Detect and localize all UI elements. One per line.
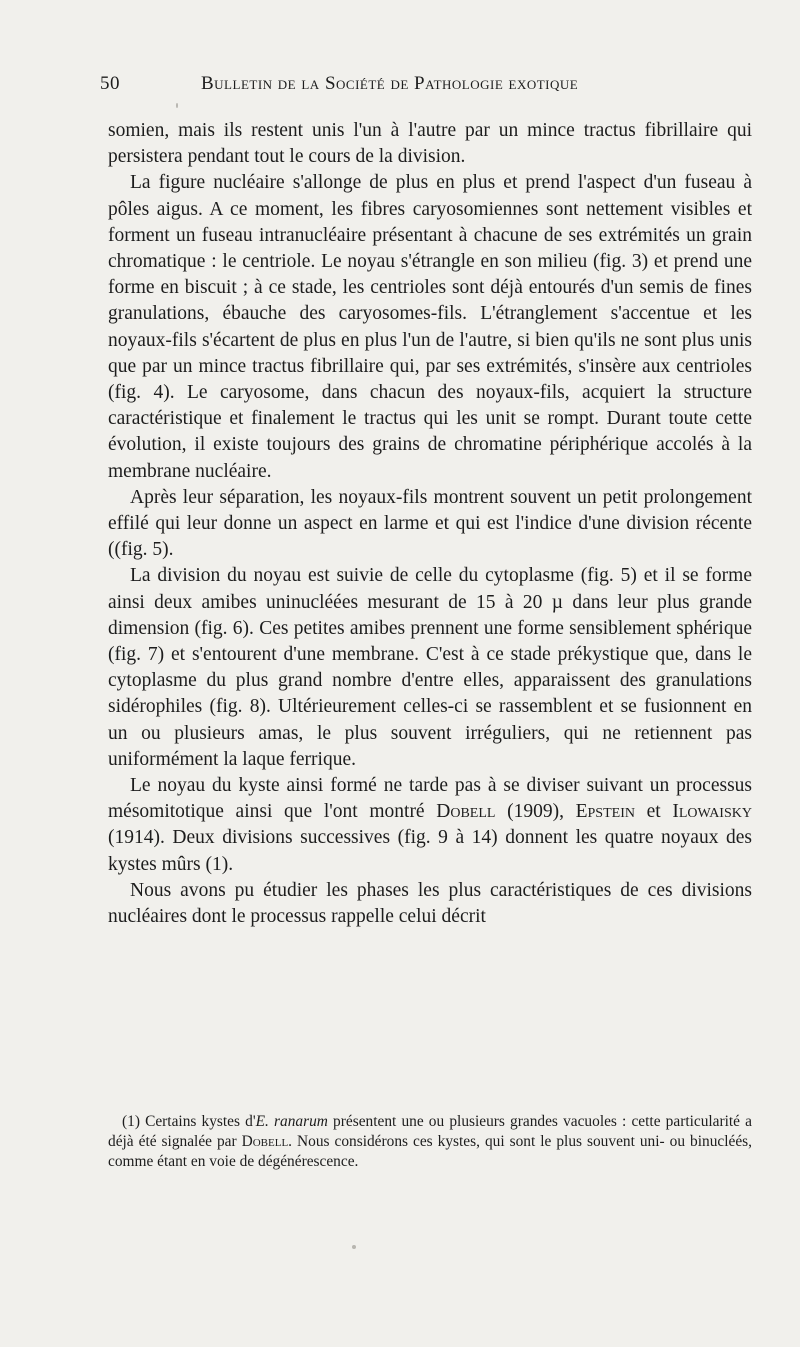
p5-text-c: et bbox=[634, 801, 673, 823]
paper-speck bbox=[176, 103, 178, 108]
footnotes bbox=[108, 1112, 752, 1173]
author-ilowaisky: Ilowaisky bbox=[672, 801, 752, 823]
footnote-text-c: . Nous considérons ces kystes, qui sont le plus souvent uni- ou binucléés, comme étant en voie de dégénérescence. bbox=[108, 1133, 752, 1171]
footnote-1 bbox=[108, 1112, 752, 1173]
paper-speck bbox=[352, 1245, 356, 1249]
paragraph-3: Après leur séparation, les noyaux-fils montrent souvent un petit prolongement effilé qui leur donne un aspect en larme et qui est l'indice d'une division récente ((fig. 5). bbox=[108, 486, 752, 561]
p5-text-d: (1914). Deux divisions successives (fig. 9 à 14) donnent les quatre noyaux des kystes mûrs (1). bbox=[108, 827, 752, 875]
author-dobell: Dobell bbox=[436, 801, 496, 823]
paragraph-4: La division du noyau est suivie de celle du cytoplasme (fig. 5) et il se forme ainsi deux amibes uninucléées mesurant de 15 à 20 µ dans leur plus grande dimension (fig. 6). Ces petites amibes prennent une forme sensiblement sphérique (fig. 7) et s'entourent d'une membrane. C'est à ce stade prékystique que, dans le cytoplasme du plus grand nombre d'entre elles, apparaissent des granulations sidérophiles (fig. 8). Ultérieurement celles-ci se rassemblent et se fusionnent en un ou plusieurs amas, le plus souvent irréguliers, qui ne retiennent pas uniformément la laque ferrique. bbox=[108, 565, 752, 770]
author-epstein: Epstein bbox=[575, 801, 635, 823]
page-number: 50 bbox=[100, 73, 120, 94]
p5-text-a: Le noyau du kyste ainsi formé ne tarde pas à se diviser suivant un processus mésomitotique ainsi que l'ont montré bbox=[108, 775, 752, 823]
footnote-species: E. ranarum bbox=[255, 1113, 328, 1130]
p5-text-b: (1909), bbox=[495, 801, 576, 823]
footnote-author: Dobell bbox=[241, 1133, 289, 1151]
paragraph-6: Nous avons pu étudier les phases les plus caractéristiques de ces divisions nucléaires dont le processus rappelle celui décrit bbox=[108, 879, 752, 928]
paragraph-1: somien, mais ils restent unis l'un à l'autre par un mince tractus fibrillaire qui persistera pendant tout le cours de la division. bbox=[108, 120, 752, 168]
footnote-text-b: présentent une ou plusieurs grandes vacuoles : cette particularité a déjà été signalée par bbox=[108, 1113, 752, 1151]
paragraph-2: La figure nucléaire s'allonge de plus en plus et prend l'aspect d'un fuseau à pôles aigus. A ce moment, les fibres caryosomiennes sont nettement visibles et forment un fuseau intranucléaire présentant à chacune de ses extrémités un grain chromatique : le centriole. Le noyau s'étrangle en son milieu (fig. 3) et prend une forme en biscuit ; à ce stade, les centrioles sont déjà entourés d'un semis de fines granulations, ébauche des caryosomes-fils. L'étranglement s'accentue et les noyaux-fils s'écartent de plus en plus l'un de l'autre, si bien qu'ils ne sont plus unis que par un mince tractus fibrillaire qui, par ses extrémités, s'insère aux centrioles (fig. 4). Le caryosome, dans chacun des noyaux-fils, acquiert la structure caractéristique et finalement le tractus qui les unit se rompt. Durant toute cette évolution, il existe toujours des grains de chromatine périphérique accolés à la membrane nucléaire. bbox=[108, 172, 752, 482]
paragraph-5 bbox=[108, 773, 752, 878]
body-text bbox=[108, 118, 752, 930]
journal-title: Bulletin de la Société de Pathologie exotique bbox=[201, 73, 579, 94]
footnote-text-a: (1) Certains kystes d' bbox=[122, 1113, 256, 1130]
